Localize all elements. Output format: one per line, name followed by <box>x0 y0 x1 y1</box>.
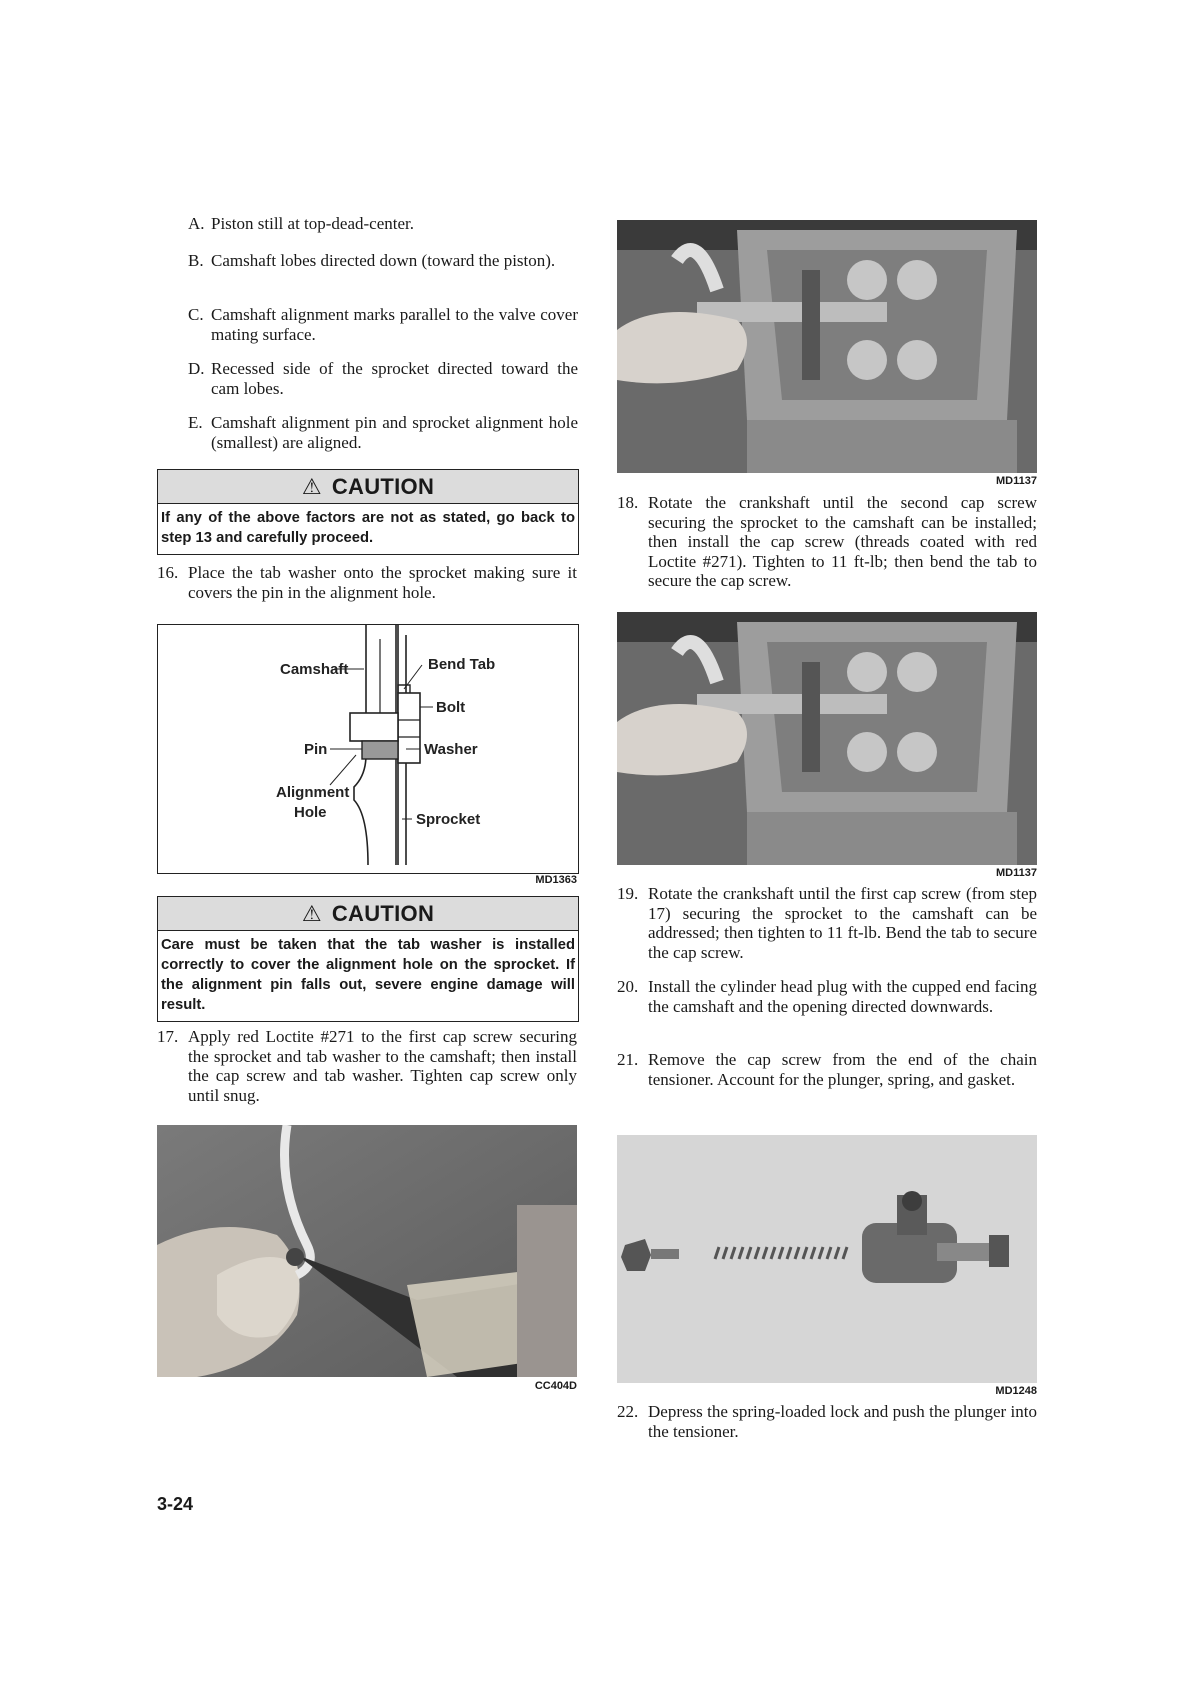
step-17 <box>157 1027 577 1105</box>
photo-code: CC404D <box>534 1380 577 1392</box>
substep-text: Camshaft lobes directed down (toward the piston). <box>211 251 556 270</box>
leader-alignment-hole <box>330 755 356 785</box>
label-sprocket: Sprocket <box>416 811 481 828</box>
caution-title: CAUTION <box>331 473 435 499</box>
caution-header <box>158 470 578 504</box>
caution-text: If any of the above factors are not as stated, go back to step 13 and carefully proceed. <box>161 510 575 546</box>
caution-box-1 <box>157 469 579 555</box>
step-20 <box>617 977 1037 1016</box>
substep-text: Piston still at top-dead-center. <box>211 214 415 233</box>
caution-title: CAUTION <box>331 900 435 926</box>
step-text: Remove the cap screw from the end of the chain tensioner. Account for the plunger, spring, and gasket. <box>648 1050 1037 1089</box>
photo-chain-tensioner-parts <box>617 1135 1037 1383</box>
step-text: Place the tab washer onto the sprocket making sure it covers the pin in the alignment hole. <box>188 563 577 602</box>
step-text: Rotate the crankshaft until the second cap screw securing the sprocket to the camshaft can be installed; then install the cap screw (threads coated with red Loctite #271). Tighten to 11 ft-lb; then bend the tab to secure the cap screw. <box>648 493 1037 590</box>
camshaft-sprocket-diagram <box>157 624 579 874</box>
step-number: 19. <box>617 884 639 903</box>
step-text: Rotate the crankshaft until the first cap screw (from step 17) securing the sprocket to the camshaft can be addressed; then tighten to 11 ft-lb. Bend the tab to secure the cap screw. <box>648 884 1037 962</box>
label-bend-tab: Bend Tab <box>428 656 496 673</box>
substep-e <box>188 413 578 452</box>
step-18 <box>617 493 1037 591</box>
photo-code: MD1137 <box>996 867 1037 879</box>
label-hole: Hole <box>294 804 327 821</box>
label-bolt: Bolt <box>436 699 466 716</box>
caution-box-2 <box>157 896 579 1022</box>
step-number: 21. <box>617 1050 639 1069</box>
photo-loctite-application <box>157 1125 577 1377</box>
photo-code: MD1248 <box>995 1385 1037 1397</box>
substep-b <box>188 251 578 271</box>
substep-c <box>188 305 578 344</box>
step-number: 17. <box>157 1027 179 1046</box>
warning-triangle-icon: ⚠ <box>301 900 322 926</box>
step-19 <box>617 884 1037 962</box>
step-number: 22. <box>617 1402 639 1421</box>
caution-text: Care must be taken that the tab washer is installed correctly to cover the alignment hole on the sprocket. If the alignment pin falls out, severe engine damage will result. <box>161 937 575 1013</box>
label-camshaft: Camshaft <box>280 661 349 678</box>
substep-label: C. <box>188 305 204 324</box>
step-number: 20. <box>617 977 639 996</box>
step-text: Install the cylinder head plug with the cupped end facing the camshaft and the opening directed downwards. <box>648 977 1037 1016</box>
step-21 <box>617 1050 1037 1089</box>
diagram-code: MD1363 <box>535 874 577 886</box>
photo-code: MD1137 <box>996 475 1037 487</box>
step-text: Apply red Loctite #271 to the first cap screw securing the sprocket and tab washer to the camshaft; then install the cap screw and tab washer. Tighten cap screw only until snug. <box>188 1027 577 1105</box>
photo-cylinder-head-2 <box>617 612 1037 865</box>
substep-text: Recessed side of the sprocket directed toward the cam lobes. <box>211 359 578 398</box>
step-number: 18. <box>617 493 639 512</box>
substep-a <box>188 214 578 234</box>
label-pin: Pin <box>304 741 328 758</box>
substep-label: E. <box>188 413 203 432</box>
substep-label: A. <box>188 214 205 233</box>
substep-label: D. <box>188 359 205 378</box>
substep-label: B. <box>188 251 204 270</box>
warning-triangle-icon: ⚠ <box>301 473 322 499</box>
step-16 <box>157 563 577 602</box>
step-number: 16. <box>157 563 179 582</box>
caution-header <box>158 897 578 931</box>
label-alignment: Alignment <box>276 784 350 801</box>
step-text: Depress the spring-loaded lock and push the plunger into the tensioner. <box>648 1402 1037 1441</box>
photo-cylinder-head-1 <box>617 220 1037 473</box>
substep-d <box>188 359 578 398</box>
page-number: 3-24 <box>157 1494 194 1514</box>
substep-text: Camshaft alignment pin and sprocket alignment hole (smallest) are aligned. <box>211 413 578 452</box>
step-22 <box>617 1402 1037 1441</box>
substep-text: Camshaft alignment marks parallel to the valve cover mating surface. <box>211 305 578 344</box>
label-washer: Washer <box>424 741 478 758</box>
